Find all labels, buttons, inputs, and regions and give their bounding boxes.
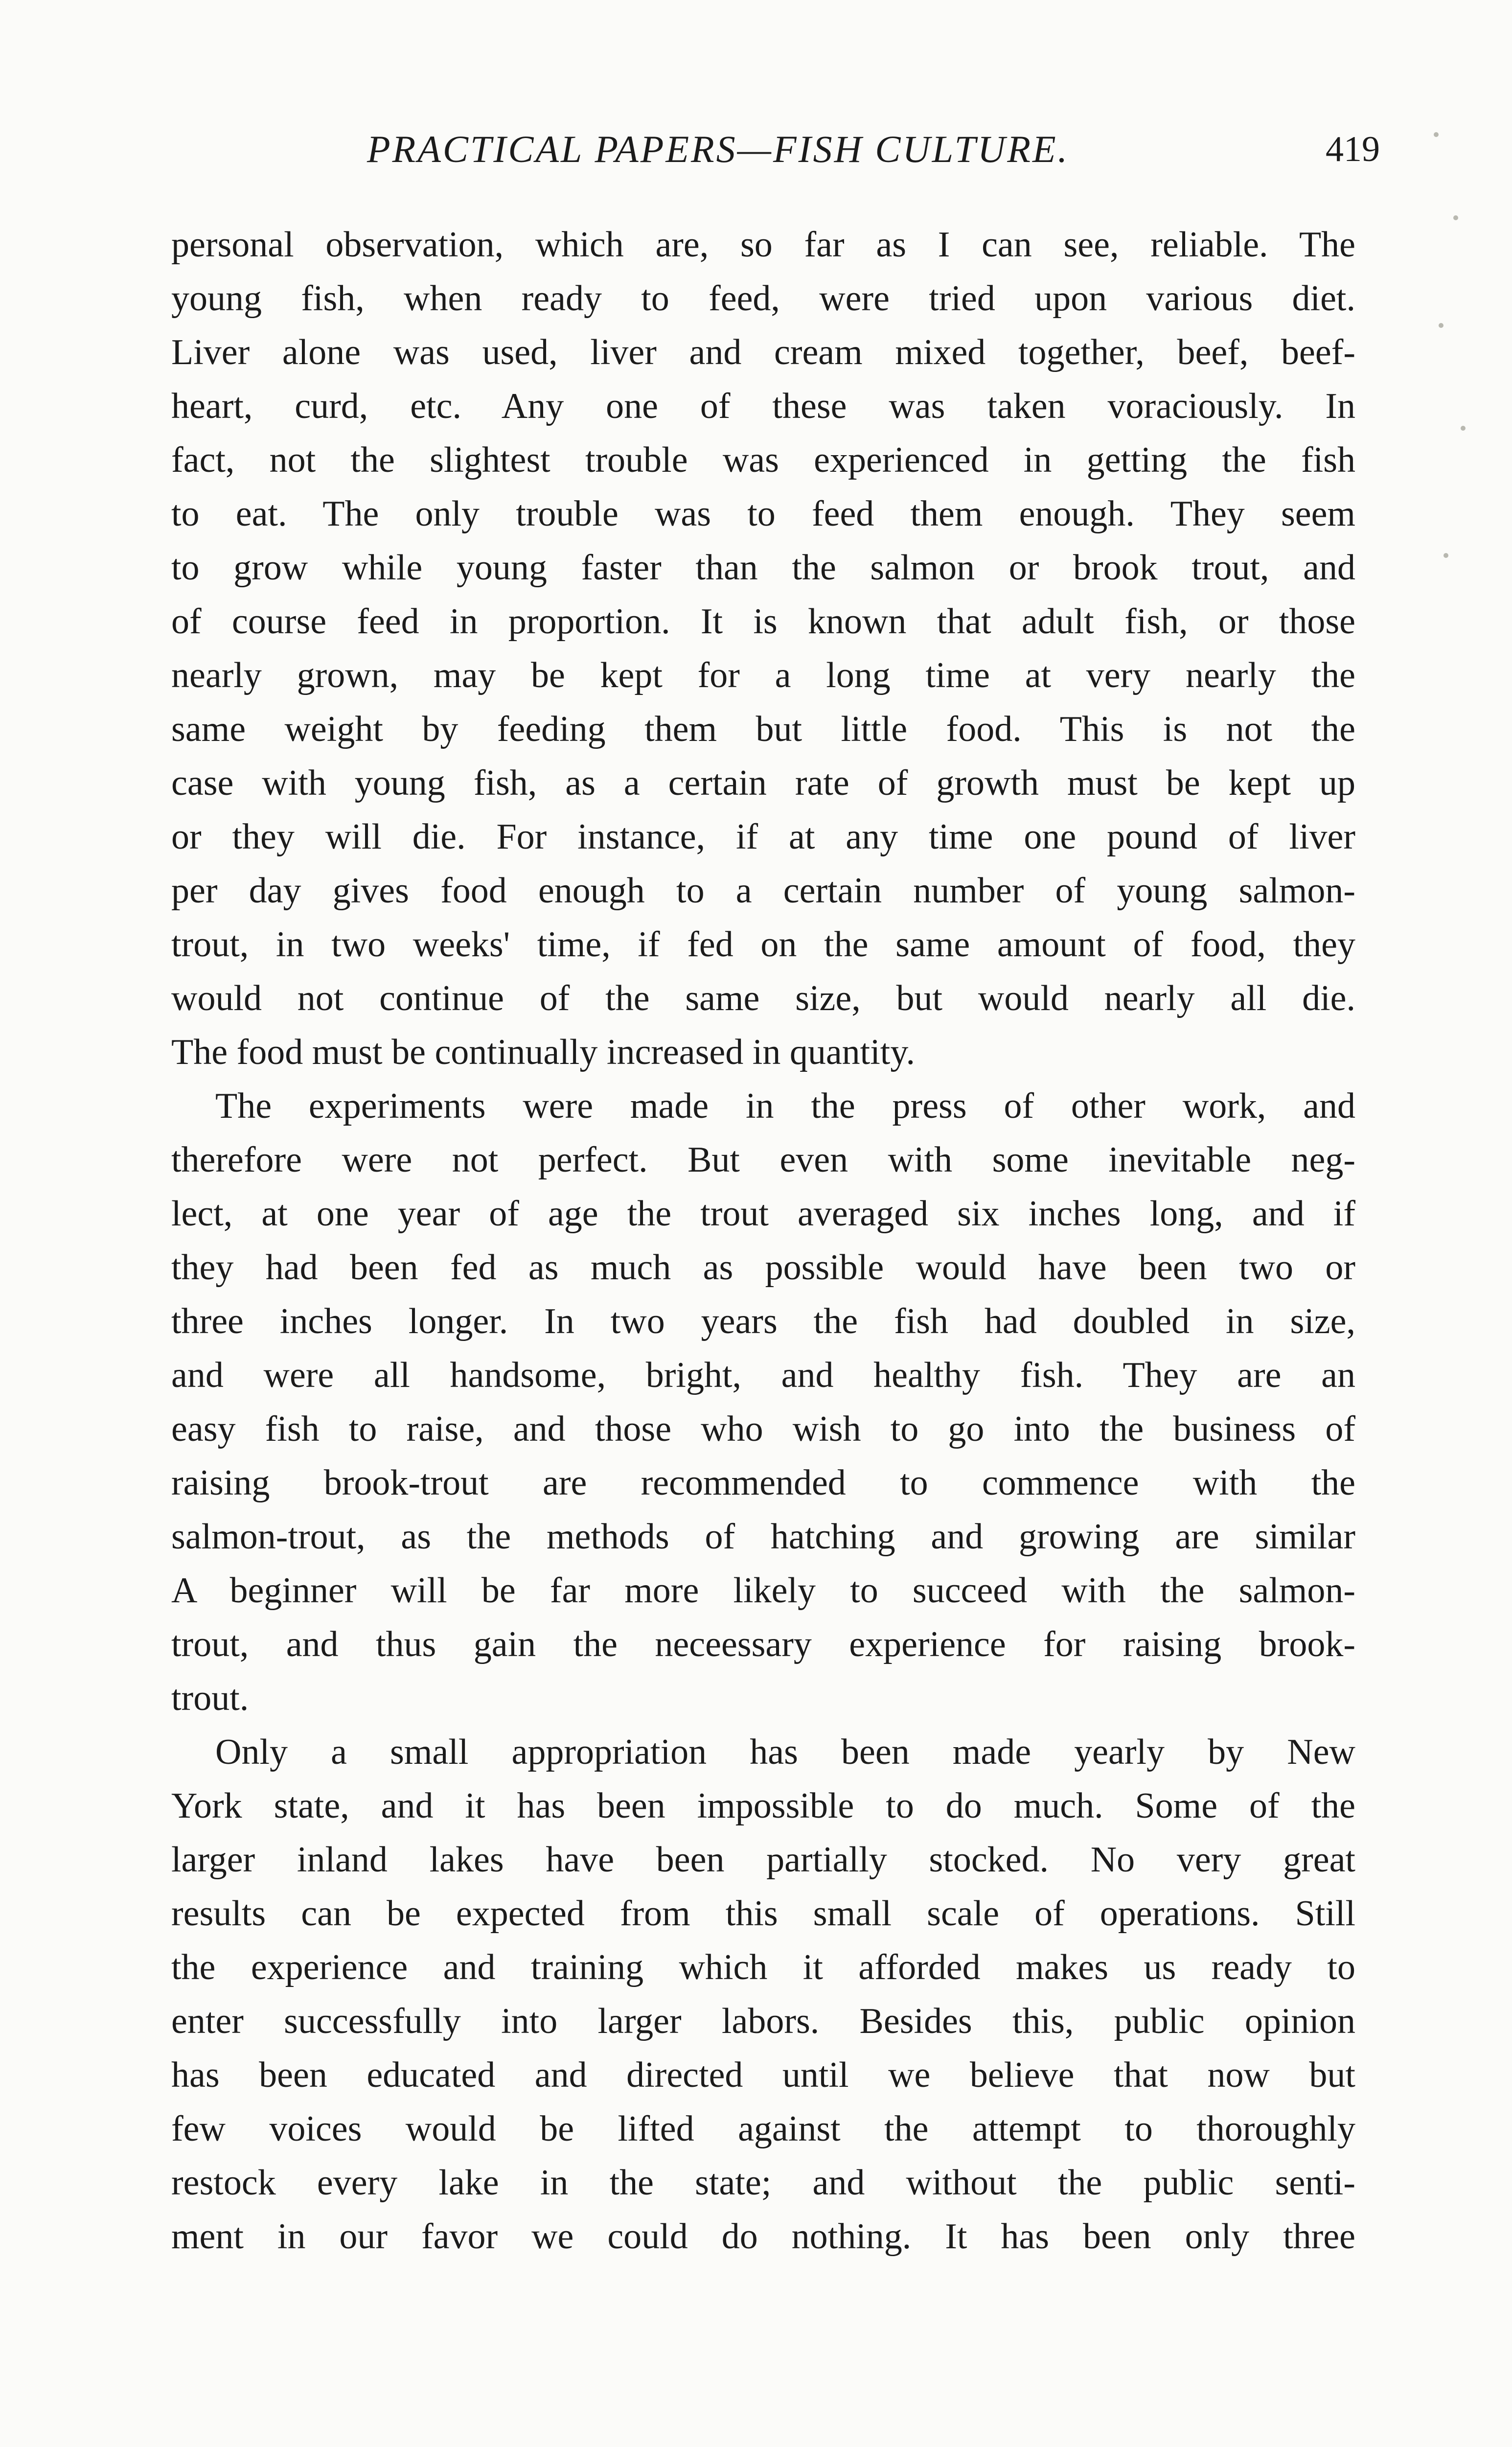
text-line: has been educated and directed until we believe that now but	[171, 2055, 1355, 2095]
text-line: per day gives food enough to a certain number of young salmon-	[171, 871, 1355, 911]
text-line: ment in our favor we could do nothing. It has been only three	[171, 2216, 1355, 2257]
text-line: The experiments were made in the press of other work, and	[215, 1086, 1355, 1126]
text-line: A beginner will be far more likely to succeed with the salmon-	[171, 1570, 1355, 1611]
paragraph	[171, 1079, 1355, 1725]
text-line: heart, curd, etc. Any one of these was taken voraciously. In	[171, 386, 1355, 426]
text-line: the experience and training which it afforded makes us ready to	[171, 1947, 1355, 1987]
text-line: easy fish to raise, and those who wish to go into the business of	[171, 1409, 1355, 1449]
text-line: raising brook-trout are recommended to commence with the	[171, 1463, 1355, 1503]
foxing-speck	[1461, 426, 1466, 431]
foxing-speck	[1439, 323, 1443, 328]
margin-foxing	[1424, 113, 1483, 651]
text-line: Liver alone was used, liver and cream mixed together, beef, beef-	[171, 332, 1355, 372]
running-head-title: PRACTICAL PAPERS—FISH CULTURE.	[367, 128, 1070, 170]
text-line: few voices would be lifted against the attempt to thoroughly	[171, 2109, 1355, 2149]
foxing-speck	[1443, 553, 1448, 558]
text-line: young fish, when ready to feed, were tried upon various diet.	[171, 278, 1355, 319]
text-line: same weight by feeding them but little food. This is not the	[171, 709, 1355, 749]
text-line: to grow while young faster than the salmon or brook trout, and	[171, 548, 1355, 588]
text-line: would not continue of the same size, but would nearly all die.	[171, 978, 1355, 1018]
text-line: they had been fed as much as possible would have been two or	[171, 1247, 1355, 1288]
foxing-speck	[1434, 132, 1439, 137]
text-line: The food must be continually increased in quantity.	[171, 1032, 916, 1072]
text-line: Only a small appropriation has been made yearly by New	[215, 1732, 1355, 1772]
text-line: salmon-trout, as the methods of hatching and growing are similar	[171, 1517, 1355, 1557]
text-line: three inches longer. In two years the fish had doubled in size,	[171, 1301, 1355, 1341]
text-line: and were all handsome, bright, and healthy fish. They are an	[171, 1355, 1355, 1395]
text-line: trout, in two weeks' time, if fed on the same amount of food, they	[171, 924, 1355, 965]
text-line: restock every lake in the state; and without the public senti-	[171, 2163, 1355, 2203]
body-text	[171, 218, 1355, 2263]
paragraph	[171, 218, 1355, 1079]
text-line: lect, at one year of age the trout averaged six inches long, and if	[171, 1194, 1355, 1234]
text-line: case with young fish, as a certain rate of growth must be kept up	[171, 763, 1355, 803]
text-line: nearly grown, may be kept for a long time at very nearly the	[171, 655, 1355, 695]
text-line: fact, not the slightest trouble was experienced in getting the fish	[171, 440, 1355, 480]
paragraph	[171, 1725, 1355, 2263]
text-line: of course feed in proportion. It is known that adult fish, or those	[171, 601, 1355, 642]
text-line: York state, and it has been impossible to do much. Some of the	[171, 1786, 1355, 1826]
text-line: personal observation, which are, so far as I can see, reliable. The	[171, 225, 1355, 265]
text-line: therefore were not perfect. But even with some inevitable neg-	[171, 1140, 1355, 1180]
running-head	[171, 122, 1380, 176]
text-line: to eat. The only trouble was to feed them enough. They seem	[171, 494, 1355, 534]
foxing-speck	[1453, 215, 1458, 220]
text-line: trout.	[171, 1678, 249, 1718]
page-number: 419	[1326, 129, 1380, 169]
text-line: results can be expected from this small scale of operations. Still	[171, 1893, 1355, 1934]
text-line: enter successfully into larger labors. Besides this, public opinion	[171, 2001, 1355, 2041]
text-line: trout, and thus gain the neceessary experience for raising brook-	[171, 1624, 1355, 1664]
text-line: or they will die. For instance, if at any time one pound of liver	[171, 817, 1355, 857]
text-line: larger inland lakes have been partially stocked. No very great	[171, 1840, 1355, 1880]
